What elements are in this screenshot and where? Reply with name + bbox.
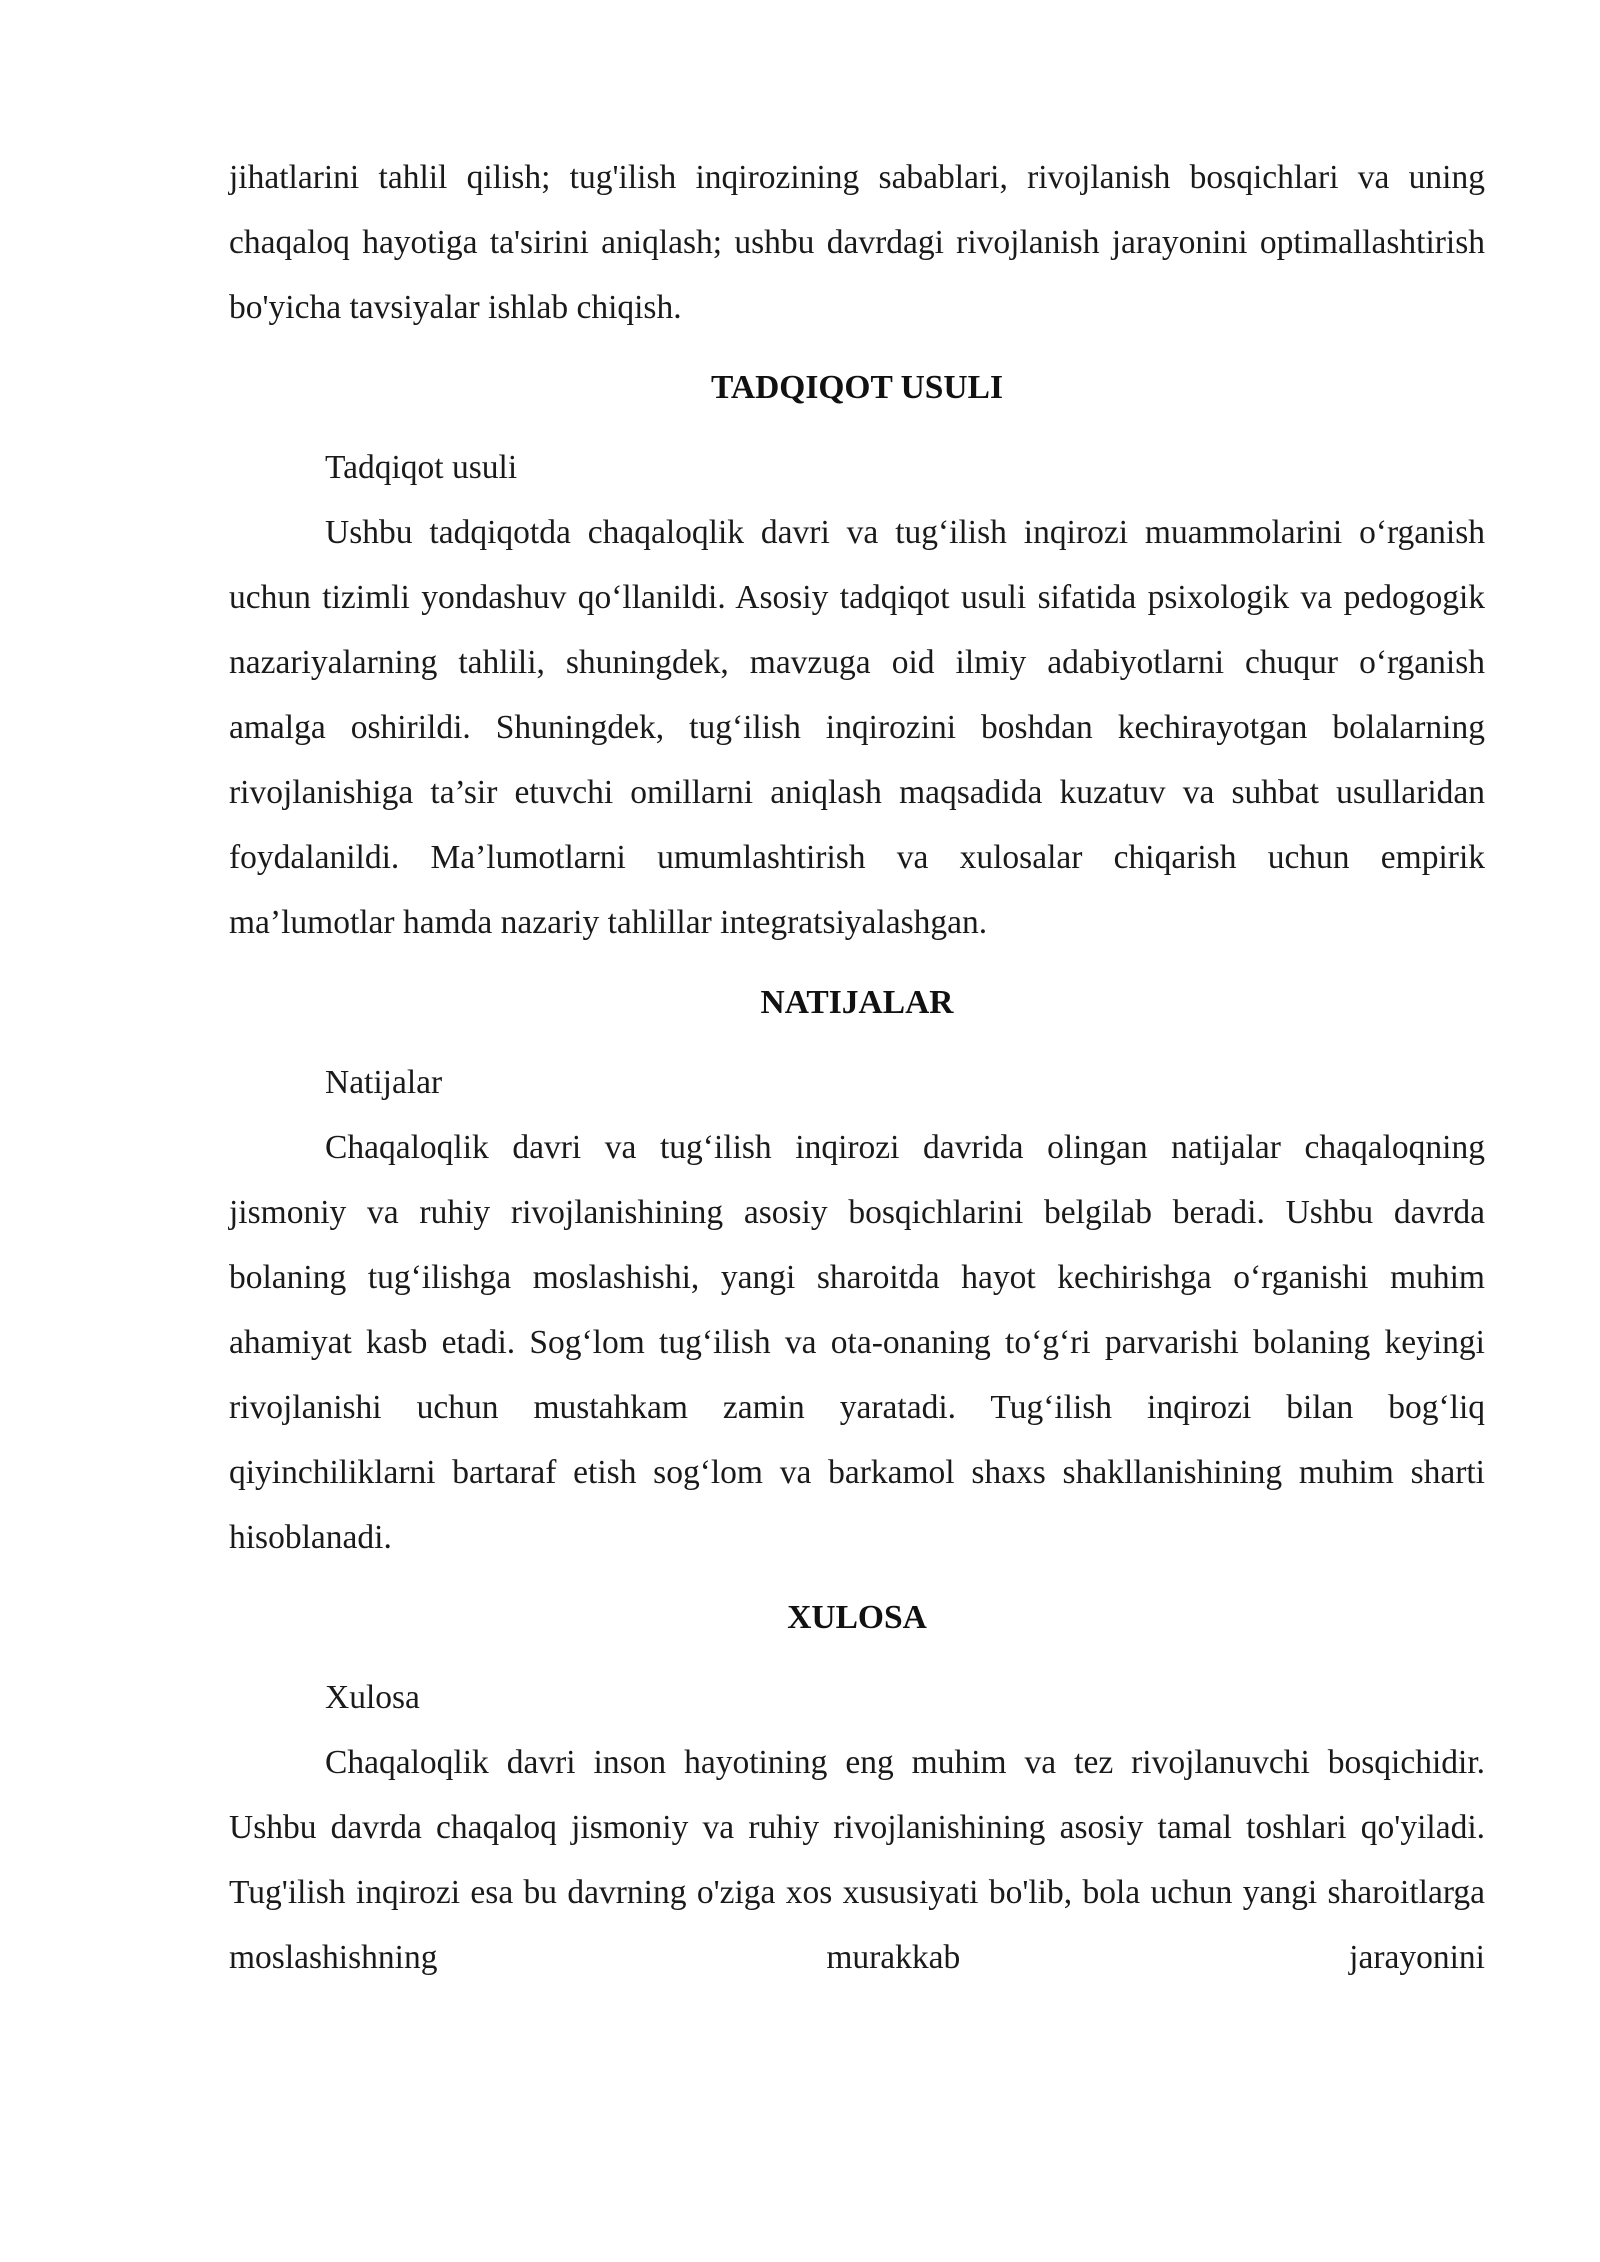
section-heading-methods: TADQIQOT USULI — [711, 369, 1003, 406]
section-heading-conclusion: XULOSA — [787, 1599, 927, 1636]
section-subheading-conclusion: Xulosa — [325, 1679, 420, 1716]
section-results — [229, 955, 1485, 1570]
section-paragraph-conclusion: Chaqaloqlik davri inson hayotining eng muhim va tez rivojlanuvchi bosqichidir. Ushbu davrda chaqaloq jismoniy va ruhiy rivojlanishining asosiy tamal toshlari qo'yiladi. Tug'ilish inqirozi esa bu davrning o'ziga xos xususiyati bo'lib, bola uchun yangi sharoitlarga moslashishning murakkab jarayonini — [229, 1744, 1485, 1976]
intro-paragraph: jihatlarini tahlil qilish; tug'ilish inqirozining sabablari, rivojlanish bosqichlari va uning chaqaloq hayotiga ta'sirini aniqlash; ushbu davrdagi rivojlanish jarayonini optimallashtirish bo'yicha tavsiyalar ishlab chiqish. — [229, 159, 1485, 326]
section-subheading-results: Natijalar — [325, 1064, 443, 1101]
section-conclusion — [229, 1570, 1485, 1990]
section-heading-results: NATIJALAR — [760, 984, 954, 1021]
document-page — [229, 145, 1485, 1990]
section-paragraph-results: Chaqaloqlik davri va tug‘ilish inqirozi davrida olingan natijalar chaqaloqning jismoniy va ruhiy rivojlanishining asosiy bosqichlarini belgilab beradi. Ushbu davrda bolaning tug‘ilishga moslashishi, yangi sharoitda hayot kechirishga o‘rganishi muhim ahamiyat kasb etadi. Sog‘lom tug‘ilish va ota-onaning to‘g‘ri parvarishi bolaning keyingi rivojlanishi uchun mustahkam zamin yaratadi. Tug‘ilish inqirozi bilan bog‘liq qiyinchiliklarni bartaraf etish sog‘lom va barkamol shaxs shakllanishining muhim sharti hisoblanadi. — [229, 1129, 1485, 1556]
section-paragraph-methods: Ushbu tadqiqotda chaqaloqlik davri va tug‘ilish inqirozi muammolarini o‘rganish uchun tizimli yondashuv qo‘llanildi. Asosiy tadqiqot usuli sifatida psixologik va pedogogik nazariyalarning tahlili, shuningdek, mavzuga oid ilmiy adabiyotlarni chuqur o‘rganish amalga oshirildi. Shuningdek, tug‘ilish inqirozini boshdan kechirayotgan bolalarning rivojlanishiga ta’sir etuvchi omillarni aniqlash maqsadida kuzatuv va suhbat usullaridan foydalanildi. Ma’lumotlarni umumlashtirish va xulosalar chiqarish uchun empirik ma’lumotlar hamda nazariy tahlillar integratsiyalashgan. — [229, 514, 1485, 941]
section-subheading-methods: Tadqiqot usuli — [325, 449, 518, 486]
section-methods — [229, 340, 1485, 955]
